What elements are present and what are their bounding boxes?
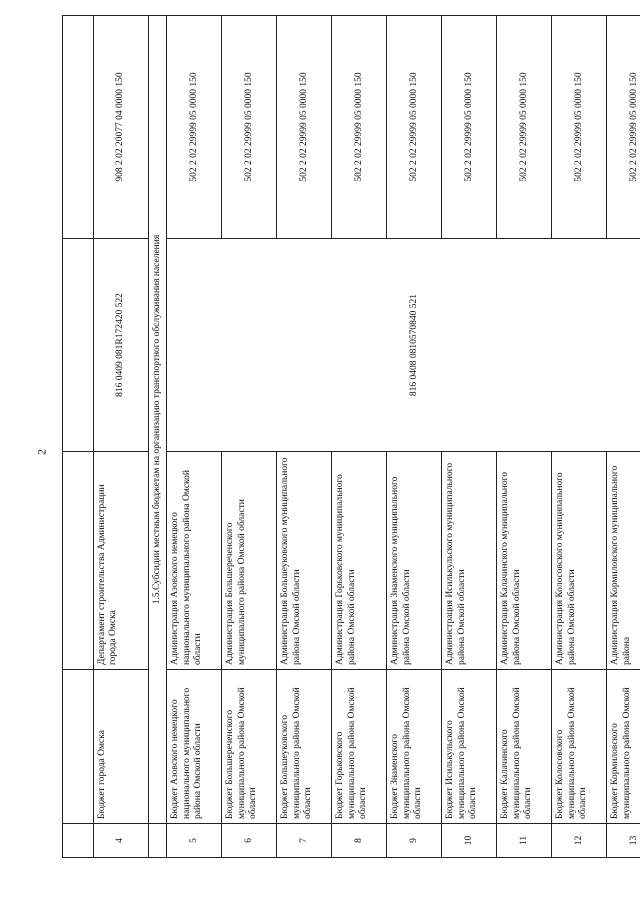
recipient-cell: Бюджет Исилькульского муниципального района Омской области: [442, 670, 497, 824]
income-code-cell: 502 2 02 29999 05 0000 150: [497, 16, 552, 239]
table-row: [167, 16, 222, 858]
expense-code-cell: 816 0408 0810570840 521: [167, 239, 640, 452]
administrator-cell: Администрация Большереченского муниципального района Омской области: [222, 452, 277, 670]
section-title: 1.5.Субсидии местным бюджетам на организацию транспортного обслуживания населения: [149, 16, 167, 824]
income-code-cell: 502 2 02 29999 05 0000 150: [167, 16, 222, 239]
row-number: 9: [387, 824, 442, 858]
income-code-cell: 502 2 02 29999 05 0000 150: [332, 16, 387, 239]
income-code-cell: 502 2 02 29999 05 0000 150: [442, 16, 497, 239]
administrator-cell: Администрация Исилькульского муниципального района Омской области: [442, 452, 497, 670]
income-code-cell: 502 2 02 29999 05 0000 150: [277, 16, 332, 239]
row-number: 6: [222, 824, 277, 858]
administrator-cell: Администрация Колосовского муниципального района Омской области: [552, 452, 607, 670]
income-code-cell: 502 2 02 29999 05 0000 150: [387, 16, 442, 239]
row-number: 12: [552, 824, 607, 858]
administrator-cell: Департамент строительства Администрации города Омска: [94, 452, 149, 670]
row-number: 7: [277, 824, 332, 858]
subsidy-table: [62, 15, 640, 858]
table-top-gap-row: [63, 16, 94, 858]
recipient-cell: Бюджет города Омска: [94, 670, 149, 824]
administrator-cell: Администрация Кормиловского муниципального района: [607, 452, 640, 670]
row-number: 10: [442, 824, 497, 858]
expense-code-cell: 816 0409 081R172420 522: [94, 239, 149, 452]
administrator-cell: Администрация Большеуковского муниципального района Омской области: [277, 452, 332, 670]
row-number: 4: [94, 824, 149, 858]
recipient-cell: Бюджет Кормиловского муниципального района Омской: [607, 670, 640, 824]
income-code-cell: 502 2 02 29999 05 0000 150: [607, 16, 640, 239]
recipient-cell: Бюджет Большеуковского муниципального района Омской области: [277, 670, 332, 824]
recipient-cell: Бюджет Большереченского муниципального района Омской области: [222, 670, 277, 824]
row-number: 8: [332, 824, 387, 858]
section-heading-row: [149, 16, 167, 858]
income-code-cell: 908 2 02 20077 04 0000 150: [94, 16, 149, 239]
row-number: 13: [607, 824, 640, 858]
recipient-cell: Бюджет Колосовского муниципального района Омской области: [552, 670, 607, 824]
recipient-cell: Бюджет Горьковского муниципального района Омской области: [332, 670, 387, 824]
administrator-cell: Администрация Азовского немецкого национального муниципального района Омской области: [167, 452, 222, 670]
administrator-cell: Администрация Горьковского муниципального района Омской области: [332, 452, 387, 670]
subsidy-table-sheet: [62, 16, 639, 858]
recipient-cell: Бюджет Калачинского муниципального района Омской области: [497, 670, 552, 824]
table-row: [94, 16, 149, 858]
administrator-cell: Администрация Калачинского муниципального района Омской области: [497, 452, 552, 670]
administrator-cell: Администрация Знаменского муниципального района Омской области: [387, 452, 442, 670]
page-number: 2: [34, 449, 49, 455]
income-code-cell: 502 2 02 29999 05 0000 150: [552, 16, 607, 239]
row-number: 11: [497, 824, 552, 858]
recipient-cell: Бюджет Знаменского муниципального района Омской области: [387, 670, 442, 824]
income-code-cell: 502 2 02 29999 05 0000 150: [222, 16, 277, 239]
row-number: 5: [167, 824, 222, 858]
recipient-cell: Бюджет Азовского немецкого национального муниципального района Омской области: [167, 670, 222, 824]
